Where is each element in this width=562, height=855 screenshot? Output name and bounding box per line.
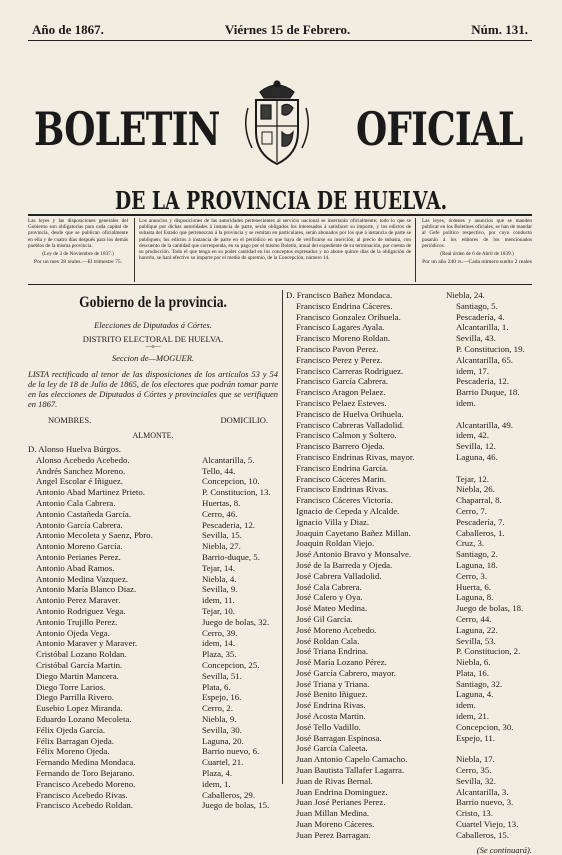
left-column xyxy=(28,290,278,811)
elector-name: José Roldan Cala. xyxy=(296,635,360,646)
elector-row xyxy=(286,290,532,301)
notice-left xyxy=(28,218,128,282)
section-title: Gobierno de la provincia. xyxy=(79,294,227,311)
elector-name: Fernando de Toro Bejarano. xyxy=(36,767,135,778)
elector-domicile: Niebla, 27. xyxy=(202,541,241,552)
elector-domicile: P. Constitucion, 2. xyxy=(456,646,521,657)
header-rule xyxy=(28,40,532,41)
elector-row xyxy=(28,476,278,487)
elector-row xyxy=(28,455,278,466)
elector-row xyxy=(286,420,532,431)
elector-row xyxy=(28,746,278,757)
masthead xyxy=(28,90,532,170)
elector-domicile: Cuartel, 21. xyxy=(202,757,244,768)
elector-row xyxy=(286,344,532,355)
elector-row xyxy=(286,322,532,333)
elector-row xyxy=(286,409,532,420)
elector-row xyxy=(286,333,532,344)
elector-domicile: Sevilla, 12. xyxy=(456,441,496,452)
elector-row xyxy=(28,444,278,455)
elector-row xyxy=(286,733,532,744)
elector-name: Félix Barragan Ojeda. xyxy=(36,735,114,746)
elector-domicile: Plata, 6. xyxy=(202,681,231,692)
elector-name: Francisco Cabreras Valladolid. xyxy=(296,419,405,430)
elector-row xyxy=(286,463,532,474)
lista-paragraph: LISTA rectificada al tenor de las disposiciones de los artículos 53 y 54 de la ley de 18 de Julio de 1865, de los electores que podrán tomar parte en las elecciones de Diputados á Córtes y provinciales que se verifiquen en 1867. xyxy=(28,369,278,409)
elector-row xyxy=(28,606,278,617)
elector-name: Francisco Acebedo Roldan. xyxy=(36,800,133,811)
elector-row xyxy=(28,552,278,563)
elector-domicile: idem, 14. xyxy=(202,638,235,649)
elector-domicile: idem, 42. xyxy=(456,430,489,441)
elector-name: José Cala Cabrera. xyxy=(296,581,362,592)
elector-domicile: Espejo, 11. xyxy=(456,732,496,743)
notice-right-price: Por un año 240 rs.—Cada número suelto 2 reales xyxy=(422,259,532,266)
notice-center xyxy=(134,218,416,282)
elector-row xyxy=(286,301,532,312)
elector-name: José Endrina Rivas. xyxy=(296,700,366,711)
elector-name: José Benito Iñiguez. xyxy=(296,689,368,700)
elector-domicile: Plata, 16. xyxy=(456,667,489,678)
elector-row xyxy=(286,657,532,668)
elector-name: Juan Perez Barragan. xyxy=(296,829,371,840)
elector-domicile: Plaza, 4. xyxy=(202,767,233,778)
elector-name: Francisco Moreno Roldan. xyxy=(296,333,391,344)
town-heading: ALMONTE. xyxy=(132,431,174,440)
elector-name: Antonio María Blanco Diaz. xyxy=(36,584,137,595)
elector-domicile: idem, 1. xyxy=(202,778,231,789)
elector-name: Francisco Cáceres Victoria. xyxy=(296,495,393,506)
elector-name: Antonio Trujillo Perez. xyxy=(36,616,118,627)
elector-domicile: Cerro, 39. xyxy=(202,627,238,638)
header-line xyxy=(32,22,528,38)
elector-domicile: Niebla, 6. xyxy=(456,657,491,668)
elector-domicile: Sevilla, 9. xyxy=(202,584,238,595)
masthead-rule xyxy=(28,214,532,216)
elector-domicile: Cuartel Viejo, 13. xyxy=(456,819,519,830)
elector-domicile xyxy=(202,444,278,455)
elector-row xyxy=(286,830,532,841)
elector-domicile: Pescadería, 4. xyxy=(456,311,505,322)
elector-row xyxy=(286,743,532,754)
elector-domicile: Sevilla, 15. xyxy=(202,530,242,541)
elector-name: José Cabrera Valladolid. xyxy=(296,570,382,581)
elector-name: D. Francisco Bañez Mondaca. xyxy=(286,290,393,300)
elector-domicile: Chaparral, 8. xyxy=(456,495,502,506)
elector-domicile: Plaza, 35. xyxy=(202,649,237,660)
elector-name: José Mateo Medina. xyxy=(296,603,368,614)
elector-name: Angel Escolar é Iñiguez. xyxy=(36,476,123,487)
names-header: NOMBRES. xyxy=(48,415,92,425)
elector-domicile: Cerro, 2. xyxy=(202,703,234,714)
elector-domicile: Sevilla, 53. xyxy=(456,635,496,646)
elector-row xyxy=(286,528,532,539)
elector-row xyxy=(28,660,278,671)
elector-domicile: Pescadería, 7. xyxy=(456,516,505,527)
elector-row xyxy=(286,754,532,765)
elector-name: Juan José Perianes Perez. xyxy=(296,797,386,808)
elector-name: Antonio Castañeda García. xyxy=(36,508,132,519)
elector-row xyxy=(286,484,532,495)
elector-name: Alonso Acebedo Acebedo. xyxy=(36,454,130,465)
elector-row xyxy=(28,509,278,520)
elector-row xyxy=(28,768,278,779)
elector-row xyxy=(28,541,278,552)
elector-row xyxy=(28,790,278,801)
elector-row xyxy=(286,538,532,549)
elector-name: Francisco Pavon Perez. xyxy=(296,343,379,354)
elector-row xyxy=(286,560,532,571)
elector-name: Francisco Endrinas Rivas. xyxy=(296,484,389,495)
elector-domicile: Niebla, 26. xyxy=(456,484,495,495)
elector-row xyxy=(28,671,278,682)
elector-name: Francisco Perez y Perez. xyxy=(296,354,383,365)
elector-name: Fernando Medina Mondaca. xyxy=(36,757,136,768)
elector-row xyxy=(286,614,532,625)
notice-left-text: Las leyes y las disposiciones generales del Gobierno son obligatorias para cada capital de provincia, desde que se publican oficialmente en ella y de cuatro días después para los demás pueblos de la misma provincia. xyxy=(28,218,128,249)
elector-domicile: Concepcion, 25. xyxy=(202,659,260,670)
elector-domicile: Pescaderia, 12. xyxy=(456,376,510,387)
elector-row xyxy=(28,617,278,628)
elector-name: Antonio Medina Vazquez. xyxy=(36,573,128,584)
masthead-right-word: OFICIAL xyxy=(355,102,522,156)
elector-name: José Barragan Espinosa. xyxy=(296,732,382,743)
elector-domicile: Juego de bolas, 32. xyxy=(202,616,270,627)
elector-name: Antonio Rodriguez Vega. xyxy=(36,605,126,616)
masthead-subtitle: DE LA PROVINCIA DE HUELVA. xyxy=(114,186,448,215)
elector-row xyxy=(28,779,278,790)
elector-row xyxy=(286,787,532,798)
elector-name: Antonio García Cabrera. xyxy=(36,519,123,530)
elector-name: Andrés Sanchez Moreno. xyxy=(36,465,126,476)
elector-row xyxy=(28,649,278,660)
elector-domicile: Laguna, 8. xyxy=(456,592,494,603)
elector-row xyxy=(286,592,532,603)
elector-name: José Triana Endrina. xyxy=(296,646,369,657)
elector-domicile: Cerro, 7. xyxy=(456,505,488,516)
elector-domicile: Santiago, 2. xyxy=(456,549,498,560)
elector-row xyxy=(28,595,278,606)
elector-row xyxy=(286,711,532,722)
elector-name: Francisco Carreras Rodriguez. xyxy=(296,365,404,376)
elector-domicile: Cerro, 35. xyxy=(456,765,492,776)
notices-band xyxy=(28,218,532,282)
elector-name: Diego Parrilla Rivero. xyxy=(36,692,114,703)
elector-domicile: Tello, 44. xyxy=(202,465,236,476)
elector-domicile: Tejar, 12. xyxy=(456,473,489,484)
elector-name: Francisco García Cabrera. xyxy=(296,376,389,387)
notice-left-ref: (Ley de 3 de Noviembre de 1837.) xyxy=(42,251,114,258)
right-column xyxy=(286,290,532,855)
elector-domicile: Barrio nuevo, 6. xyxy=(202,746,260,757)
elector-name: Antonio Abad Ramos. xyxy=(36,562,115,573)
elector-row xyxy=(28,530,278,541)
elector-row xyxy=(28,584,278,595)
elector-domicile: Laguna, 46. xyxy=(456,451,498,462)
elector-name: Juan Endrina Dominguez. xyxy=(296,786,388,797)
elector-name: Joaquin Roldan Viejo. xyxy=(296,538,375,549)
separator: —o— xyxy=(145,344,161,350)
elector-row xyxy=(28,520,278,531)
elector-domicile: Caballeros, 29. xyxy=(202,789,256,800)
elector-name: José de la Barreda y Ojeda. xyxy=(296,559,393,570)
elector-name: Francisco Gonzalez Orihuela. xyxy=(296,311,401,322)
elector-row xyxy=(286,797,532,808)
elector-name: José García Cabrero, mayor. xyxy=(296,667,396,678)
elector-domicile: Alcantarilla, 5. xyxy=(202,454,255,465)
elector-row xyxy=(286,722,532,733)
elector-name: Antonio Mecoleta y Saenz, Pbro. xyxy=(36,530,153,541)
elector-domicile: Barrio-duque, 5. xyxy=(202,551,260,562)
notice-center-text: Los anuncios y disposiciones de las autoridades pertenecientes al servicio nacional se insertarán oficialmente; todo lo que se publique por dichas autoridades á instancia de parte, serán obligados los interesados á satisfacer su importe, y los edictos de subasta del Estado que pertenezcan á la provincia y se remitan en particulares, serán abonados por los que á instancia de parte se publiquen; los edictos á instancia de parte en el periódico en que haya de verificarse su inserción, al precio de subasta, con descuento de la cantidad que corresponda, en su pago por el mismo Boletín, anual del expediente de su terminación, por cuenta de su producción. Todo el que tenga en su poder cantidad en los conceptos expresados y no abone quince días de la obligación de hacerlo, se hará efectivo su importe por el medio de apremio, de la Concepción, número 14. xyxy=(139,218,411,262)
elector-domicile: Laguna, 22. xyxy=(456,624,498,635)
elector-domicile: Laguna, 18. xyxy=(456,559,498,570)
elector-domicile: Huertas, 8. xyxy=(202,497,241,508)
elector-domicile: Espejo, 16. xyxy=(202,692,242,703)
elector-name: José Moreno Acebedo. xyxy=(296,624,377,635)
elector-name: José Antonio Bravo y Monsalve. xyxy=(296,549,412,560)
elector-name: Francisco Barrero Ojeda. xyxy=(296,441,385,452)
elector-row xyxy=(286,819,532,830)
elector-domicile: Alcantarilla, 3. xyxy=(456,786,509,797)
elector-row xyxy=(28,703,278,714)
elector-row xyxy=(286,376,532,387)
elector-domicile: Alcantarilla, 65. xyxy=(456,354,513,365)
notices-rule xyxy=(28,284,532,285)
elector-name: Antonio Abad Martinez Prieto. xyxy=(36,487,145,498)
elector-row xyxy=(286,366,532,377)
elector-name: Juan Bautista Tallafer Lagarra. xyxy=(296,765,405,776)
elector-name: José Triana y Triana. xyxy=(296,678,370,689)
elector-name: Francisco Lagares Ayala. xyxy=(296,322,385,333)
elector-domicile: Cerro, 44. xyxy=(456,613,492,624)
elector-name: Francisco Aragon Pelaez. xyxy=(296,387,386,398)
elector-domicile: Niebla, 4. xyxy=(202,573,237,584)
elector-domicile: Alcantarilla, 1. xyxy=(456,322,509,333)
elector-row xyxy=(286,689,532,700)
elector-row xyxy=(286,517,532,528)
elector-name: Francisco de Huelva Orihuela. xyxy=(296,408,404,419)
elector-row xyxy=(286,603,532,614)
elector-name: Francisco Endrina Cáceres. xyxy=(296,300,393,311)
elector-domicile: Concepcion, 10. xyxy=(202,476,260,487)
right-elector-list xyxy=(286,290,532,841)
elector-row xyxy=(286,808,532,819)
elector-row xyxy=(28,714,278,725)
elector-domicile: Niebla, 9. xyxy=(202,713,237,724)
coat-of-arms-icon xyxy=(238,78,316,170)
elector-row xyxy=(286,430,532,441)
elector-row xyxy=(28,682,278,693)
elector-name: Eduardo Lozano Mecoleta. xyxy=(36,713,132,724)
elector-row xyxy=(28,563,278,574)
elector-row xyxy=(28,498,278,509)
elector-name: Ignacio de Cepeda y Alcalde. xyxy=(296,505,400,516)
elector-domicile: Huerta, 6. xyxy=(456,581,491,592)
elector-name: Eusebio Lopez Miranda. xyxy=(36,703,123,714)
elector-domicile: Santiago, 32. xyxy=(456,678,503,689)
elector-row xyxy=(286,646,532,657)
notice-right-text: Las leyes, órdenes y anuncios que se manden publicar en los Boletines oficiales, se han de mandar al Gefe político respectivo, por cuyo conducto pasarán á los editores de los mencionados periódicos. xyxy=(422,218,532,249)
elector-name: Félix Moreno Ojeda. xyxy=(36,746,110,757)
elector-row xyxy=(286,668,532,679)
notice-right xyxy=(422,218,532,282)
elector-domicile: Cerro, 3. xyxy=(456,570,488,581)
elector-name: José María Lozano Pérez. xyxy=(296,657,387,668)
elector-name: Francisco Acebedo Moreno. xyxy=(36,778,136,789)
elector-row xyxy=(28,466,278,477)
elector-domicile: Niebla, 17. xyxy=(456,754,495,765)
elector-domicile: Alcantarilla, 49. xyxy=(456,419,513,430)
column-headers xyxy=(28,415,278,425)
elections-heading: Elecciones de Diputados á Córtes. xyxy=(94,320,212,330)
elector-row xyxy=(286,582,532,593)
elector-domicile: Juego de bolas, 15. xyxy=(202,800,270,811)
continued-note: (Se continuará). xyxy=(476,844,532,855)
elector-row xyxy=(286,765,532,776)
elector-row xyxy=(28,736,278,747)
elector-row xyxy=(286,312,532,323)
elector-row xyxy=(286,452,532,463)
elector-name: José Acosta Martin. xyxy=(296,711,366,722)
elector-name: José García Caleeta. xyxy=(296,743,368,754)
elector-row xyxy=(286,506,532,517)
elector-domicile: Barrio nuevo, 3. xyxy=(456,797,514,808)
elector-domicile: Laguna, 20. xyxy=(202,735,244,746)
elector-name: Antonio Perez Maraver. xyxy=(36,595,121,606)
elector-name: Juan Antonio Capelo Camacho. xyxy=(296,754,408,765)
elector-name: Antonio Cala Cabrera. xyxy=(36,497,116,508)
elector-name: Juan de Rivas Bernal. xyxy=(296,775,373,786)
elector-name: Antonio Perianes Perez. xyxy=(36,551,121,562)
elector-row xyxy=(286,549,532,560)
domicile-header: DOMICILIO. xyxy=(220,415,268,425)
elector-domicile: Tejar, 10. xyxy=(202,605,235,616)
elector-row xyxy=(286,355,532,366)
elector-row xyxy=(28,692,278,703)
elector-row xyxy=(286,571,532,582)
elector-row xyxy=(286,776,532,787)
elector-domicile: idem, 21. xyxy=(456,711,489,722)
elector-row xyxy=(28,574,278,585)
elector-row xyxy=(28,628,278,639)
elector-name: Antonio Ojeda Vega. xyxy=(36,627,110,638)
elector-row xyxy=(286,625,532,636)
elector-row xyxy=(28,725,278,736)
elector-domicile xyxy=(456,463,532,474)
elector-name: Francisco Calmon y Soltero. xyxy=(296,430,397,441)
elector-row xyxy=(286,679,532,690)
elector-name: José Calero y Oya. xyxy=(296,592,363,603)
elector-name: Francisco Acebedo Rivas. xyxy=(36,789,128,800)
elector-row xyxy=(286,495,532,506)
elector-name: Cristóbal García Martin. xyxy=(36,659,123,670)
elector-row xyxy=(28,757,278,768)
elector-domicile: idem. xyxy=(456,700,476,711)
elector-name: Joaquin Cayetano Bañez Millan. xyxy=(296,527,411,538)
elector-domicile: Laguna, 4. xyxy=(456,689,494,700)
elector-name: Francisco Cáceres Marin. xyxy=(296,473,387,484)
elector-row xyxy=(286,474,532,485)
elector-domicile: Cruz, 3. xyxy=(456,538,485,549)
elector-domicile: Cerro, 46. xyxy=(202,508,238,519)
elector-name: Juan Millan Medina. xyxy=(296,808,370,819)
seccion-heading: Seccion de—MOGUER. xyxy=(111,353,195,363)
elector-name: Ignacio Villa y Diaz. xyxy=(296,516,370,527)
elector-name: Juan Moreno Cáceres. xyxy=(296,819,375,830)
elector-row xyxy=(286,387,532,398)
elector-row xyxy=(286,441,532,452)
elector-row xyxy=(286,636,532,647)
elector-domicile: Sevilla, 30. xyxy=(202,724,242,735)
elector-name: Francisco Endrinas Rivas, mayor. xyxy=(296,451,415,462)
elector-domicile: Sevilla, 43. xyxy=(456,333,496,344)
elector-domicile: P. Constitucion, 19. xyxy=(456,343,525,354)
elector-domicile: Sevilla, 32. xyxy=(456,775,496,786)
elector-name: Cristóbal Lozano Roldan. xyxy=(36,649,127,660)
elector-name: Diego Martin Mancera. xyxy=(36,670,119,681)
date-label: Viérnes 15 de Febrero. xyxy=(224,22,351,37)
year-label: Año de 1867. xyxy=(32,22,104,37)
notice-left-price: Por un mes 28 reales.—El trimestre 75. xyxy=(33,259,123,266)
elector-domicile: Tejar, 14. xyxy=(202,562,235,573)
left-elector-list xyxy=(28,444,278,811)
elector-domicile: Cristo, 13. xyxy=(456,808,493,819)
issue-number: Núm. 131. xyxy=(471,22,528,37)
elector-name: Antonio Maraver y Maraver. xyxy=(36,638,138,649)
notice-right-ref: (Real órden de 6 de Abril de 1839.) xyxy=(440,251,514,258)
elector-row xyxy=(28,638,278,649)
elector-domicile: Pescaderia, 12. xyxy=(202,519,256,530)
elector-domicile xyxy=(456,409,532,420)
elector-name: Félix Ojeda García. xyxy=(36,724,106,735)
elector-domicile: Caballeros, 15. xyxy=(456,829,510,840)
elector-domicile: Concepcion, 30. xyxy=(456,721,514,732)
elector-domicile: Sevilla, 51. xyxy=(202,670,242,681)
district-heading: DISTRITO ELECTORAL DE HUELVA. xyxy=(82,334,224,344)
elector-domicile: Santiago, 5. xyxy=(456,300,498,311)
elector-domicile: idem, 17. xyxy=(456,365,489,376)
elector-name: Diego Torre Larios. xyxy=(36,681,106,692)
elector-row xyxy=(28,800,278,811)
elector-domicile: Juego de bolas, 18. xyxy=(456,603,524,614)
elector-domicile: Barrio Duque, 18. xyxy=(456,387,520,398)
elector-name: Francisco Endrina García. xyxy=(296,462,389,473)
masthead-left-word: BOLETIN xyxy=(34,102,220,156)
elector-name: D. Alonso Huelva Búrgos. xyxy=(28,444,121,454)
elector-domicile xyxy=(456,743,532,754)
elector-name: Antonio Moreno García. xyxy=(36,541,123,552)
column-divider xyxy=(282,290,283,784)
elector-domicile: Caballeros, 1. xyxy=(456,527,505,538)
elector-name: José Gil García. xyxy=(296,613,353,624)
elector-name: José Tello Vadillo. xyxy=(296,721,361,732)
elector-name: Francisco Pelaez Esteves. xyxy=(296,397,387,408)
elector-row xyxy=(28,487,278,498)
elector-domicile: idem. xyxy=(456,397,476,408)
elector-row xyxy=(286,700,532,711)
elector-row xyxy=(286,398,532,409)
elector-domicile: idem, 11. xyxy=(202,595,235,606)
elector-domicile: P. Constitucion, 13. xyxy=(202,487,271,498)
elector-domicile: Niebla, 24. xyxy=(446,290,485,300)
